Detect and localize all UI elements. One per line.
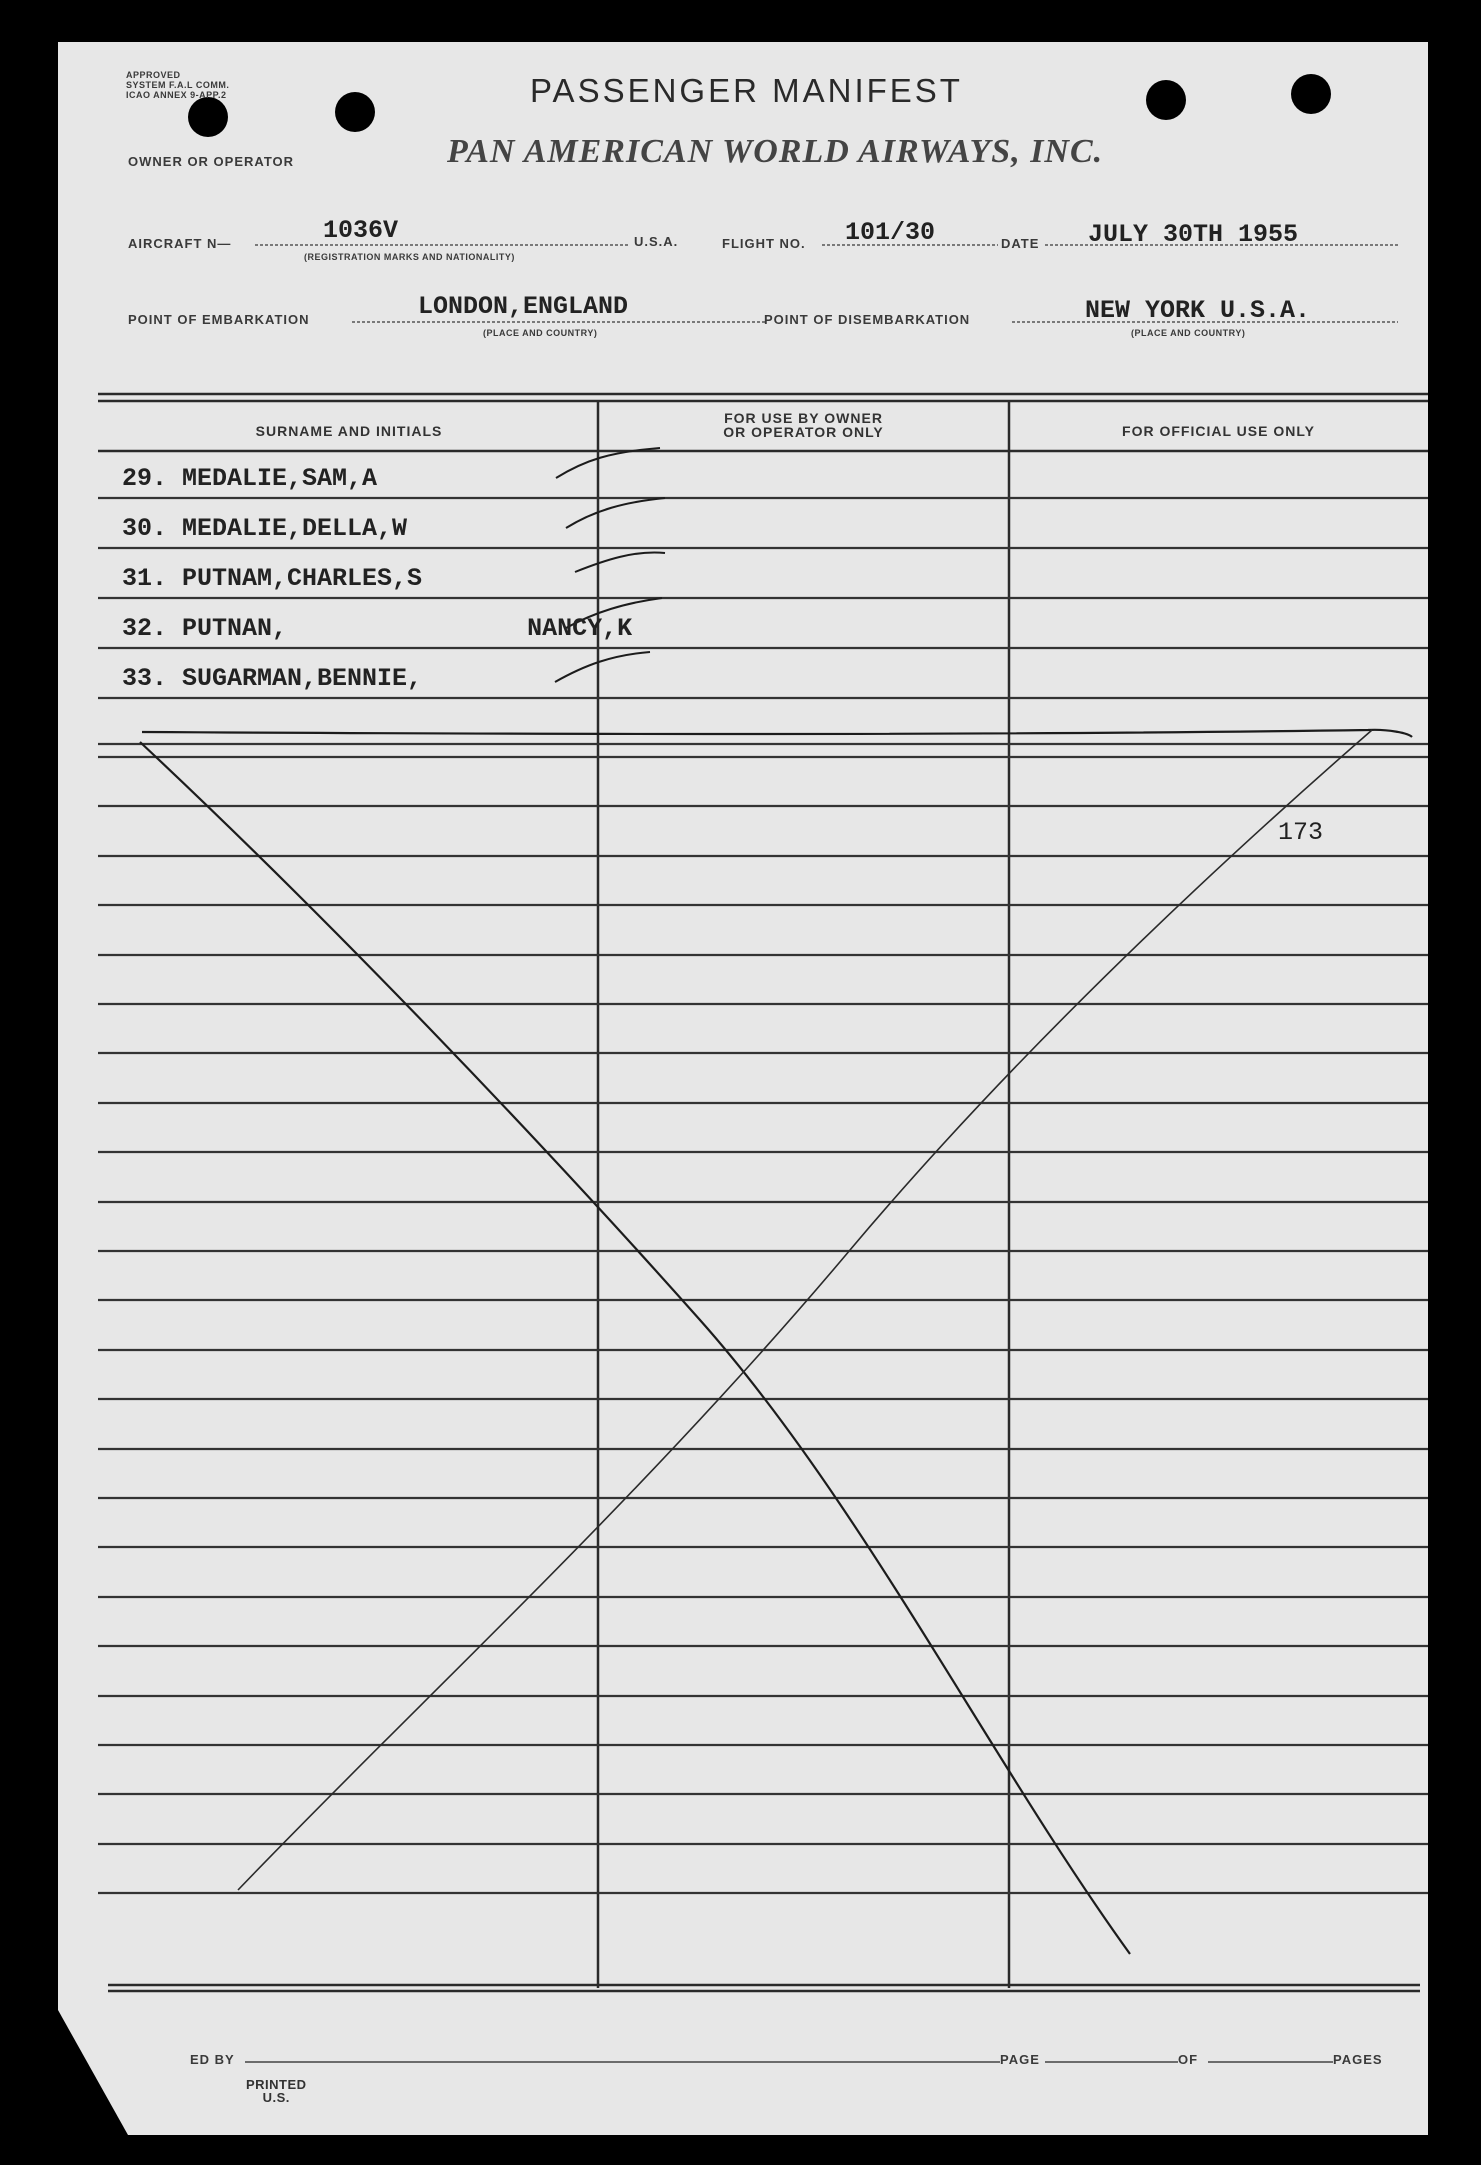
- table-row: 31. PUTNAM,CHARLES,S: [122, 564, 423, 593]
- flight-label: FLIGHT NO.: [722, 236, 806, 251]
- date-label: DATE: [1001, 236, 1040, 251]
- approval-line: SYSTEM F.A.L COMM.: [126, 80, 230, 90]
- approval-line: ICAO ANNEX 9-APP.2: [126, 90, 227, 100]
- col-header-operator: FOR USE BY OWNER OR OPERATOR ONLY: [723, 410, 884, 440]
- stamp-number: 173: [1278, 818, 1324, 847]
- page-title: PASSENGER MANIFEST: [530, 72, 963, 109]
- approval-note: [126, 70, 229, 100]
- signed-by-label: ED BY: [190, 2052, 235, 2067]
- owner-label: OWNER OR OPERATOR: [128, 154, 295, 169]
- approval-line: APPROVED: [126, 70, 181, 80]
- paper: [58, 42, 1428, 2135]
- table-row: 32. PUTNAN, NANCY,K: [122, 614, 633, 643]
- col-header-official: FOR OFFICIAL USE ONLY: [1122, 423, 1315, 439]
- pages-label: PAGES: [1333, 2052, 1383, 2067]
- disembark-value: NEW YORK U.S.A.: [1085, 296, 1311, 325]
- usa-label: U.S.A.: [634, 234, 679, 249]
- table-row: 30. MEDALIE,DELLA,W: [122, 514, 408, 543]
- punch-hole-icon: [335, 92, 375, 132]
- embark-value: LONDON,ENGLAND: [418, 292, 629, 321]
- of-label: OF: [1178, 2052, 1199, 2067]
- embark-label: POINT OF EMBARKATION: [128, 312, 310, 327]
- disembark-hint: (PLACE AND COUNTRY): [1131, 328, 1246, 338]
- col-header-surname: SURNAME AND INITIALS: [255, 423, 443, 439]
- printer-mark: PRINTED U.S.: [246, 2077, 307, 2105]
- disembark-label: POINT OF DISEMBARKATION: [764, 312, 971, 327]
- aircraft-value: 1036V: [323, 216, 399, 245]
- company-name: PAN AMERICAN WORLD AIRWAYS, INC.: [447, 133, 1104, 170]
- punch-hole-icon: [1146, 80, 1186, 120]
- date-value: JULY 30TH 1955: [1088, 220, 1299, 249]
- embark-hint: (PLACE AND COUNTRY): [483, 328, 598, 338]
- punch-hole-icon: [1291, 74, 1331, 114]
- punch-hole-icon: [188, 97, 228, 137]
- aircraft-hint: (REGISTRATION MARKS AND NATIONALITY): [304, 252, 515, 262]
- table-row: 33. SUGARMAN,BENNIE,: [122, 664, 423, 693]
- flight-value: 101/30: [845, 218, 936, 247]
- page-label: PAGE: [1000, 2052, 1040, 2067]
- table-row: 29. MEDALIE,SAM,A: [122, 464, 378, 493]
- aircraft-label: AIRCRAFT N—: [128, 236, 232, 251]
